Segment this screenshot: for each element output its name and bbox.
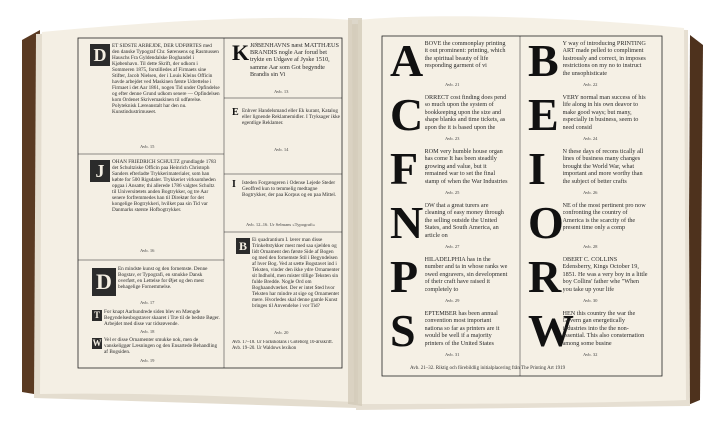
- initial-letter-w: W: [528, 305, 574, 356]
- initial-paragraph: N these days of recons tically all lines of business many changes brought the World War, what important and more worthy than the subject of better crafts: [562, 148, 644, 185]
- footer-left-page: Avb. 17–18. Ur Fackskolans i Göteborg 10-årsskrift. Avb. 19–20. Ur Waldows lexikon: [232, 340, 333, 351]
- initial-caption: Avb. 31: [445, 352, 460, 357]
- initial-caption: Avb. 32: [583, 352, 598, 357]
- article-text-8: Isteden Forgængeren i Odense Lejede Steder Geoffred kun to temmelig medtagne Bogtrykker, der paa Korpus og en paa Mittel.: [242, 180, 337, 198]
- initial-caption: Avb. 26: [583, 190, 598, 195]
- caption-avb-18: Avb. 18: [140, 329, 155, 334]
- drop-cap-j-ornate: J: [90, 160, 110, 182]
- article-text-2: OHAN FRIEDRICH SCHULTZ grundlagde 1783 det Schultziske Officin paa Heinrich Christoph Sanders efterladte Trykkerimaterialer, som han købte for 500 Rigsdaler. Trykkeriet virksomheden opgaa i Ansatte; thi allerede 1786 valgtes Schultz til Universitetets anden Bogtrykker, og tre Aar senere forfremmedes han til Direktør for det kongelige Bogtrykkeri, hvilket paa sin Tid var Danmarks største Hofbogtrykker.: [112, 159, 217, 213]
- initial-caption: Avb. 24: [583, 136, 598, 141]
- initial-letter-o: O: [528, 197, 564, 248]
- drop-cap-i: I: [232, 179, 236, 190]
- drop-cap-w-small: W: [92, 338, 102, 348]
- article-text-5: Vel er disse Ornamenter smukke nok, men de vanskeliggør Læsningen og den Ensartede Behandling af Bogsiden.: [104, 337, 218, 355]
- initial-letter-f: F: [390, 143, 419, 194]
- initial-paragraph: VERY normal man success of his life along in his own deavor to make good ways; but many, especially in business, seem to need consid: [562, 94, 646, 131]
- caption-avb-12-16: Avb. 12–16. Ur Selmans »Typografi«: [246, 222, 315, 227]
- drop-cap-t-small: T: [93, 310, 100, 320]
- initial-paragraph: Y way of introducing PRINTING ART made pelled to compliment lustrously and correct, in imposes restrictions on my no to instruct the unsophisticate: [562, 40, 646, 77]
- initial-caption: Avb. 28: [583, 244, 598, 249]
- caption-avb-19: Avb. 19: [140, 358, 155, 363]
- initial-caption: Avb. 22: [583, 82, 598, 87]
- drop-cap-k: K: [232, 40, 250, 65]
- article-text-4: For knapt Aarhundrede siden blev en Mængde Begyndelsesbogstaver skaaret i Træ til de bedste Bøger. Arbejdet med disse var tidsrøvende.: [104, 309, 220, 327]
- article-text-3: En mindste kunst og den fornemste. Denne Bogstav, er Typografi, en smukke Dansk overført, en Lettelse for Øjet og den mest behagelige Fornemmelse.: [118, 266, 208, 290]
- initial-caption: Avb. 25: [445, 190, 460, 195]
- caption-avb-14: Avb. 14: [274, 147, 289, 152]
- article-text-1: ET SIDSTE ARBEJDE, DER UDFØRTES med den danske Typograf Chr. Sørensens og Rasmussen Hauschs Fra Gyldendalske Boghandel i Kjøbenhavn. Til dette Skrift, der udkom i Sommeren 1875, forstilledes af Firmaets sine Stifter, Jacob Nielsen, der i Louis Kleins Officin havde arbejdet ved Maskinen første Udrettelse i Firmaet i det Aar 1861, nogen Tid under Opfindelse og efter denne Grund udkom senere — Opfindelsen kom Ordenet Skrivemaskinen til udførelse. Polyteknisk Læreanstalt har den nu. Kunstindustrimuseet.: [112, 43, 220, 115]
- caption-avb-13: Avb. 13: [274, 89, 289, 94]
- initial-letter-i: I: [528, 143, 546, 194]
- initial-paragraph: OBERT C. COLLINS Edensberry, Kings October 19, 1851. He was a very boy in a little boy Collins' father whe "When you take up your life: [562, 256, 648, 293]
- initial-caption: Avb. 29: [445, 298, 460, 303]
- initial-letter-s: S: [390, 305, 416, 356]
- drop-cap-b-ornate: B: [236, 238, 250, 254]
- initial-letter-a: A: [390, 35, 424, 86]
- article-text-6: JØBENHAVNS næst MATTHÆUS BRANDIS nogle Aar forud bet trykte en Udgave af Jyske 1510, samme Aar som Got begyndte Brandis sin Vi: [250, 42, 339, 78]
- caption-avb-16: Avb. 16: [140, 248, 155, 253]
- initial-paragraph: BOVE the commonplay printing it out prominent: printing, which the spiritual beauty of life responding garment of vi: [424, 40, 506, 70]
- caption-avb-15: Avb. 15: [140, 144, 155, 149]
- article-text-7: Enhver Handelsmand eller Ek kurant, Katalog eller lignende Reklamemidler. I Tryksager ikke egentlige Reklamer.: [242, 108, 340, 126]
- initial-paragraph: ROM very humble house organ has come It has been steadily growing and value, but it remained war to set the final stamp of when the War Industries: [424, 148, 508, 185]
- drop-cap-d-block: D: [92, 268, 116, 296]
- initial-letter-r: R: [528, 251, 562, 302]
- initial-letter-n: N: [390, 197, 424, 248]
- initial-caption: Avb. 30: [583, 298, 598, 303]
- footer-right-page: Avb. 21–32. Riktig och förebildlig initialplacering från The Printing Art 1919: [410, 366, 566, 371]
- initial-caption: Avb. 21: [445, 82, 460, 87]
- initial-letter-c: C: [390, 89, 424, 140]
- article-text-9: Ei quadrantium I. lærer man disse Trinkeltstykker mest med saa sjælden og lidt Ornament den første Side af Bogen og med den fornemste Stil i Begyndelsen af hver Bog. Ved at sætte Bogstavet ind i Teksten, vinder den ikke ydre Ornamenter sit Indhold, men mister tillige Teksten sin fulde Bredde. Nogle Ord om Boghaandværket. Der er intet Sted hvor Teksten har mindre at sige og Ornamentet mere. Hvorledes skal denne gamle Kunst bringes til Anvendelse i vor Tid?: [252, 237, 340, 309]
- drop-cap-e: E: [232, 107, 239, 118]
- initial-paragraph: HILADELPHIA has in the number and ta in whose ranks we owed engravers, sin development of their craft have raised it completely to: [424, 256, 508, 293]
- initial-paragraph: OW that a great turers are cleaning of easy money through the selling outside the United States, and South America, an article on: [424, 202, 504, 239]
- initial-paragraph: HEN this country the war the Govern gan energetically industries into the the non-essential. This also consternation among some busine: [562, 310, 645, 347]
- initial-caption: Avb. 27: [445, 244, 460, 249]
- drop-cap-d-ornate: D: [90, 44, 110, 66]
- caption-avb-20: Avb. 20: [274, 330, 289, 335]
- initial-caption: Avb. 23: [445, 136, 460, 141]
- initial-letter-p: P: [390, 251, 419, 302]
- initial-paragraph: ORRECT cost finding does pend so much upon the system of bookkeeping upon the size and shape blanks and time tickets, as upon the it is based upon the: [424, 94, 507, 131]
- initial-paragraph: EPTEMBER has been annual convention most important nationa so far as printers are it would be well if a majority printers of the United States: [424, 310, 500, 347]
- initial-letter-e: E: [528, 89, 559, 140]
- initial-paragraph: NE of the most pertinent pro now confronting the country of America is the scarcity of the present time only a comp: [562, 202, 646, 232]
- initial-letter-b: B: [528, 35, 559, 86]
- caption-avb-17: Avb. 17: [140, 300, 155, 305]
